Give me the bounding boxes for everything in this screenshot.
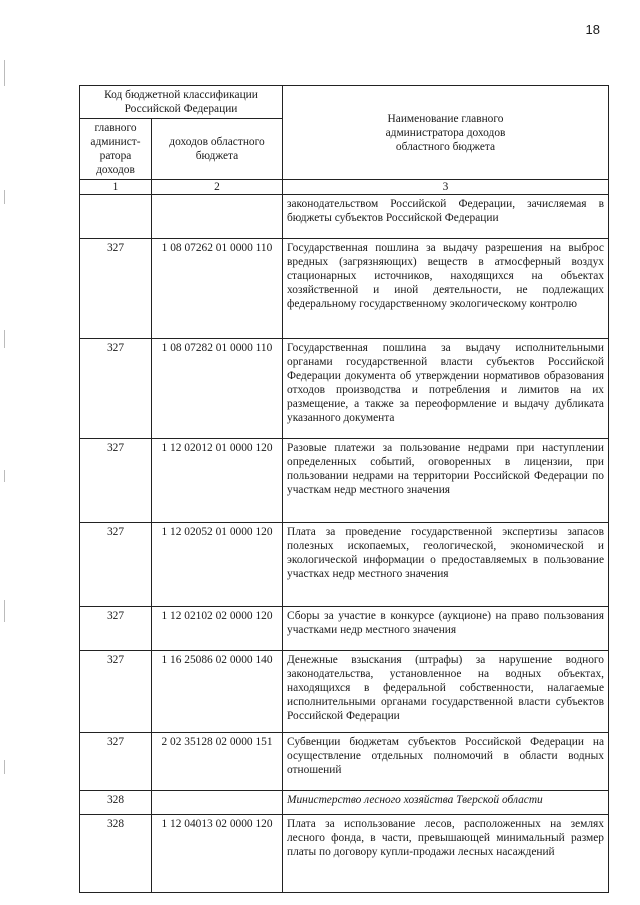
- scan-edge-marks: [4, 0, 8, 905]
- cell-code: 1 12 02052 01 0000 120: [152, 523, 283, 607]
- header-col-num-1: 1: [80, 180, 152, 195]
- cell-name: Государственная пошлина за выдачу разрешения на выброс вредных (загрязняющих) веществ в атмосферный воздух стационарных источников, находящихся на объектах хозяйственной и иной деятельности, не подлежащих федеральному государственному экологическому контролю: [283, 239, 609, 339]
- header-admin: главного админист-ратора доходов: [80, 119, 152, 180]
- cell-name: Государственная пошлина за выдачу исполнительными органами государственной власти субъектов Российской Федерации документа об утверждении нормативов образования отходов производства и потребления и лимитов на их размещение, а также за переоформление и выдачу дубликата указанного документа: [283, 339, 609, 439]
- cell-admin: [80, 195, 152, 239]
- cell-name: Денежные взыскания (штрафы) за нарушение водного законодательства, установленное на водных объектах, находящихся в федеральной собственности, налагаемые исполнительными органами государственной власти субъектов Российской Федерации: [283, 651, 609, 733]
- table-row: [80, 195, 609, 239]
- cell-code: [152, 791, 283, 815]
- cell-name: Сборы за участие в конкурсе (аукционе) на право пользования участками недр местного значения: [283, 607, 609, 651]
- cell-admin: 328: [80, 791, 152, 815]
- cell-code: 2 02 35128 02 0000 151: [152, 733, 283, 791]
- header-name: [283, 86, 609, 180]
- cell-code: 1 12 02012 01 0000 120: [152, 439, 283, 523]
- table-row: [80, 523, 609, 607]
- cell-code: 1 08 07262 01 0000 110: [152, 239, 283, 339]
- cell-code: 1 12 04013 02 0000 120: [152, 815, 283, 893]
- cell-admin: 327: [80, 651, 152, 733]
- cell-code: 1 08 07282 01 0000 110: [152, 339, 283, 439]
- header-income-text: доходов областного бюджета: [169, 136, 265, 162]
- table-row: [80, 339, 609, 439]
- table-row: [80, 815, 609, 893]
- cell-name: Плата за использование лесов, расположенных на землях лесного фонда, в части, превышающей минимальный размер платы по договору купли-продажи лесных насаждений: [283, 815, 609, 893]
- cell-code: 1 16 25086 02 0000 140: [152, 651, 283, 733]
- header-code-group: Код бюджетной классификации Российской Федерации: [80, 86, 283, 119]
- header-income: [152, 119, 283, 180]
- cell-admin: 327: [80, 239, 152, 339]
- table-row-section: [80, 791, 609, 815]
- cell-admin: 327: [80, 733, 152, 791]
- cell-name: Разовые платежи за пользование недрами при наступлении определенных событий, оговоренных в лицензии, при пользовании недрами на территории Российской Федерации по участкам недр местного значения: [283, 439, 609, 523]
- table-row: [80, 733, 609, 791]
- revenue-administrators-table: [79, 85, 609, 893]
- cell-admin: 327: [80, 339, 152, 439]
- cell-name: Субвенции бюджетам субъектов Российской Федерации на осуществление отдельных полномочий в области водных отношений: [283, 733, 609, 791]
- cell-admin: 327: [80, 607, 152, 651]
- header-name-text: Наименование главного администратора доходов областного бюджета: [385, 112, 506, 153]
- table-row: [80, 439, 609, 523]
- cell-code: [152, 195, 283, 239]
- header-col-num-2: 2: [152, 180, 283, 195]
- cell-admin: 327: [80, 523, 152, 607]
- cell-code: 1 12 02102 02 0000 120: [152, 607, 283, 651]
- header-col-num-3: 3: [283, 180, 609, 195]
- table-row: [80, 607, 609, 651]
- cell-name: законодательством Российской Федерации, зачисляемая в бюджеты субъектов Российской Федерации: [283, 195, 609, 239]
- page-number: 18: [585, 22, 600, 37]
- cell-admin: 328: [80, 815, 152, 893]
- cell-admin: 327: [80, 439, 152, 523]
- table-row: [80, 239, 609, 339]
- cell-name: Плата за проведение государственной экспертизы запасов полезных ископаемых, геологической, экономической и экологической информации о предоставляемых в пользование участках недр местного значения: [283, 523, 609, 607]
- cell-name-ministry: Министерство лесного хозяйства Тверской области: [283, 791, 609, 815]
- table-row: [80, 651, 609, 733]
